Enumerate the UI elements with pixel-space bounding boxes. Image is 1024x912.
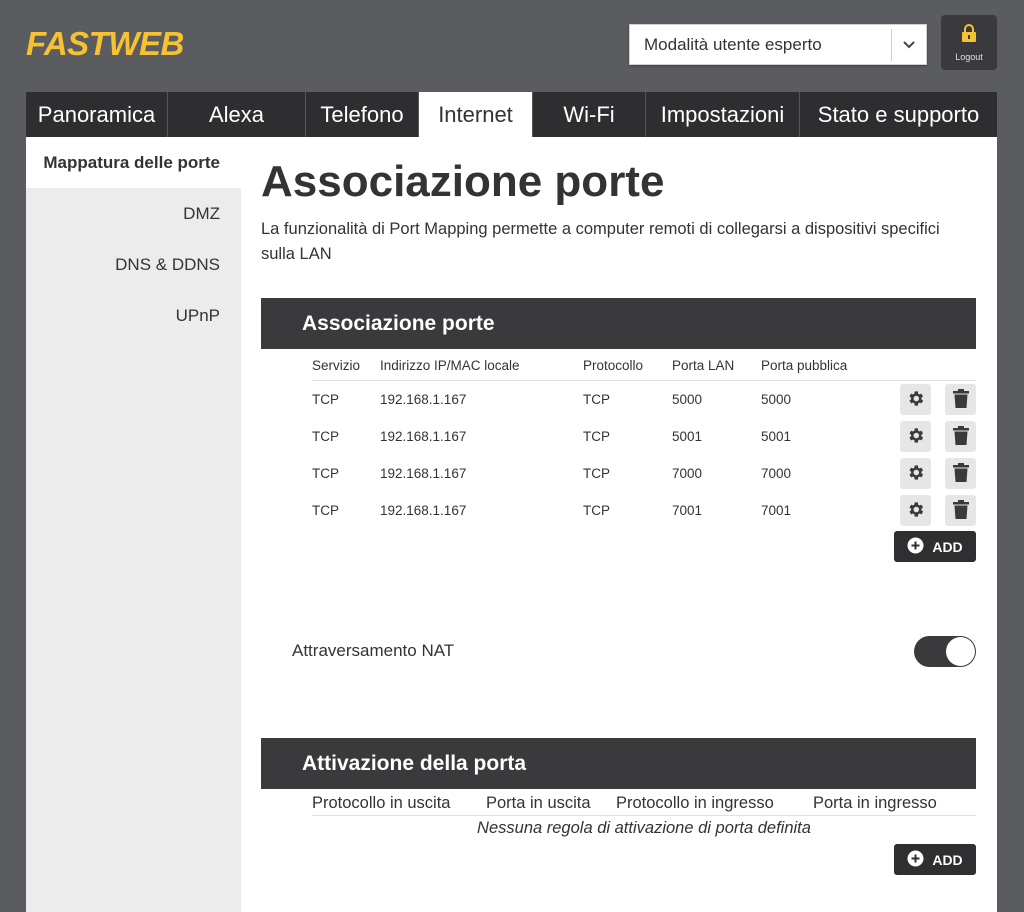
column-header: Protocollo in uscita xyxy=(312,793,451,812)
sidebar xyxy=(26,137,241,912)
tab-panoramica[interactable]: Panoramica xyxy=(26,92,168,137)
table-row xyxy=(312,418,976,455)
empty-table-message: Nessuna regola di attivazione di porta definita xyxy=(477,819,811,837)
page-description: La funzionalità di Port Mapping permette a computer remoti di collegarsi a dispositivi specifici sulla LAN xyxy=(261,220,940,263)
tab-wifi[interactable]: Wi-Fi xyxy=(533,92,646,137)
trash-icon xyxy=(953,500,969,522)
row-actions xyxy=(900,458,976,489)
table-cell: 7000 xyxy=(761,466,792,481)
gear-icon xyxy=(906,463,925,485)
delete-button[interactable] xyxy=(945,495,976,526)
table-cell: 192.168.1.167 xyxy=(380,429,467,444)
nat-traversal-label: Attraversamento NAT xyxy=(292,641,455,660)
column-header: Porta in uscita xyxy=(486,793,591,812)
tab-telefono[interactable]: Telefono xyxy=(306,92,419,137)
logo-text: FASTWEB xyxy=(26,26,184,62)
port-trigger-header: Attivazione della porta xyxy=(261,738,976,789)
tab-internet[interactable]: Internet xyxy=(419,92,533,137)
chevron-down-icon[interactable] xyxy=(892,40,926,50)
edit-gear-button[interactable] xyxy=(900,384,931,415)
delete-button[interactable] xyxy=(945,421,976,452)
delete-button[interactable] xyxy=(945,384,976,415)
column-header: Protocollo in ingresso xyxy=(616,793,774,812)
table-cell: 7001 xyxy=(672,503,703,518)
table-cell: 7000 xyxy=(672,466,703,481)
table-cell: TCP xyxy=(583,392,610,407)
gear-icon xyxy=(906,389,925,411)
table-cell: TCP xyxy=(583,503,610,518)
column-header: Servizio xyxy=(312,358,361,373)
trash-icon xyxy=(953,389,969,411)
port-mapping-table xyxy=(312,351,976,529)
table-cell: 5000 xyxy=(672,392,703,407)
sidebar-item-dns-ddns[interactable]: DNS & DDNS xyxy=(115,254,220,274)
mode-select[interactable] xyxy=(629,24,927,65)
gear-icon xyxy=(906,500,925,522)
trash-icon xyxy=(953,426,969,448)
column-header: Porta in ingresso xyxy=(813,793,937,812)
add-label: ADD xyxy=(932,538,963,555)
sidebar-item-port-mapping[interactable]: Mappatura delle porte xyxy=(26,137,241,188)
table-cell: 192.168.1.167 xyxy=(380,392,467,407)
edit-gear-button[interactable] xyxy=(900,421,931,452)
table-cell: 5001 xyxy=(761,429,792,444)
delete-button[interactable] xyxy=(945,458,976,489)
add-port-mapping-button[interactable] xyxy=(894,531,976,562)
plus-circle-icon xyxy=(907,850,924,870)
table-cell: 5000 xyxy=(761,392,792,407)
fastweb-logo xyxy=(26,26,222,66)
add-label: ADD xyxy=(932,851,963,868)
table-cell: 192.168.1.167 xyxy=(380,466,467,481)
table-cell: 5001 xyxy=(672,429,703,444)
table-header-row xyxy=(312,351,976,381)
table-cell: TCP xyxy=(583,466,610,481)
table-cell: TCP xyxy=(312,466,339,481)
table-row xyxy=(312,381,976,418)
add-port-trigger-button[interactable] xyxy=(894,844,976,875)
table-row xyxy=(312,492,976,529)
row-actions xyxy=(900,384,976,415)
edit-gear-button[interactable] xyxy=(900,458,931,489)
logout-button[interactable] xyxy=(941,15,997,70)
nat-traversal-toggle[interactable] xyxy=(914,636,976,667)
plus-circle-icon xyxy=(907,537,924,557)
table-cell: TCP xyxy=(583,429,610,444)
table-cell: TCP xyxy=(312,429,339,444)
tab-alexa[interactable]: Alexa xyxy=(168,92,306,137)
trash-icon xyxy=(953,463,969,485)
table-cell: TCP xyxy=(312,392,339,407)
toggle-knob xyxy=(946,637,975,666)
column-header: Protocollo xyxy=(583,358,644,373)
edit-gear-button[interactable] xyxy=(900,495,931,526)
column-header: Porta pubblica xyxy=(761,358,848,373)
table-cell: 7001 xyxy=(761,503,792,518)
row-actions xyxy=(900,421,976,452)
gear-icon xyxy=(906,426,925,448)
tab-impostazioni[interactable]: Impostazioni xyxy=(646,92,800,137)
row-actions xyxy=(900,495,976,526)
port-trigger-table xyxy=(312,791,976,838)
column-header: Indirizzo IP/MAC locale xyxy=(380,358,520,373)
mode-select-value: Modalità utente esperto xyxy=(644,34,822,54)
table-cell: 192.168.1.167 xyxy=(380,503,467,518)
lock-icon xyxy=(961,24,977,48)
table-header-row xyxy=(312,791,976,816)
port-mapping-header: Associazione porte xyxy=(261,298,976,349)
main-nav xyxy=(26,92,997,137)
logout-label: Logout xyxy=(955,51,983,62)
table-row xyxy=(312,455,976,492)
table-cell: TCP xyxy=(312,503,339,518)
main-content xyxy=(241,137,997,912)
sidebar-item-upnp[interactable]: UPnP xyxy=(175,305,220,325)
tab-stato-supporto[interactable]: Stato e supporto xyxy=(817,101,980,127)
sidebar-item-dmz[interactable]: DMZ xyxy=(183,203,220,223)
column-header: Porta LAN xyxy=(672,358,735,373)
page-title: Associazione porte xyxy=(261,157,665,206)
